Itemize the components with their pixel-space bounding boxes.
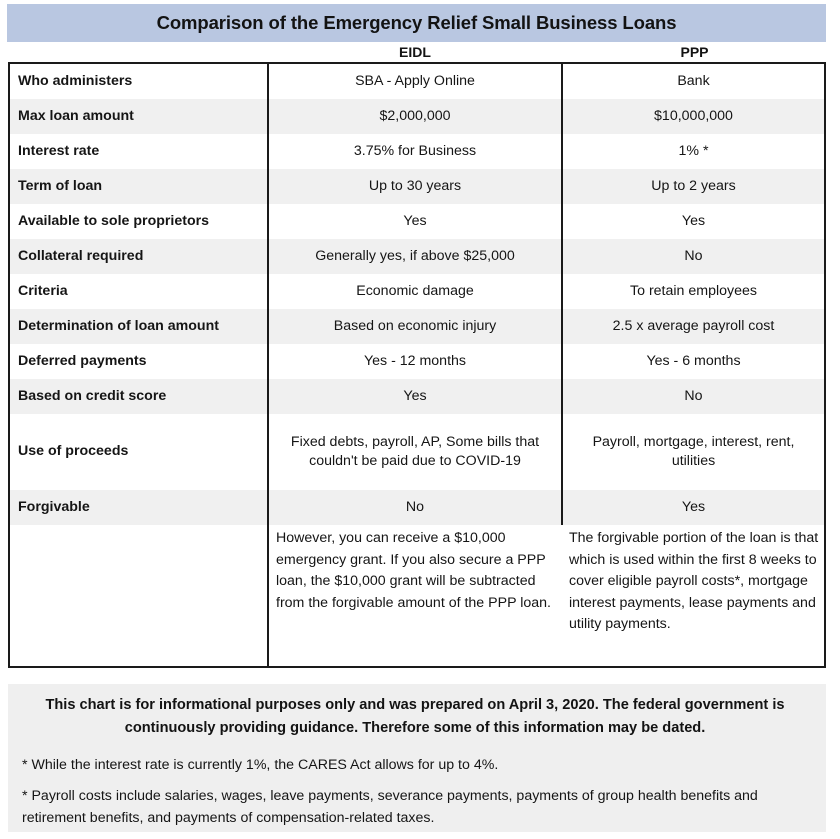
row-value-ppp: Yes bbox=[562, 490, 824, 525]
row-value-ppp: 2.5 x average payroll cost bbox=[562, 309, 824, 344]
row-label: Deferred payments bbox=[10, 344, 268, 379]
row-value-eidl: Yes bbox=[268, 204, 562, 239]
row-value-ppp: Payroll, mortgage, interest, rent, utilities bbox=[562, 414, 824, 490]
row-value-eidl: Generally yes, if above $25,000 bbox=[268, 239, 562, 274]
row-label: Determination of loan amount bbox=[10, 309, 268, 344]
comparison-table-wrapper bbox=[8, 62, 826, 668]
chart-title-banner bbox=[7, 4, 826, 42]
row-label: Interest rate bbox=[10, 134, 268, 169]
table-row bbox=[10, 239, 824, 274]
row-value-eidl: Yes bbox=[268, 379, 562, 414]
row-value-ppp: $10,000,000 bbox=[562, 99, 824, 134]
row-value-ppp: Up to 2 years bbox=[562, 169, 824, 204]
row-label: Max loan amount bbox=[10, 99, 268, 134]
row-label: Criteria bbox=[10, 274, 268, 309]
row-value-eidl: Based on economic injury bbox=[268, 309, 562, 344]
row-label: Available to sole proprietors bbox=[10, 204, 268, 239]
table-row bbox=[10, 379, 824, 414]
row-value-ppp: 1% * bbox=[562, 134, 824, 169]
table-row bbox=[10, 309, 824, 344]
row-label: Term of loan bbox=[10, 169, 268, 204]
row-label: Based on credit score bbox=[10, 379, 268, 414]
table-row bbox=[10, 99, 824, 134]
table-row-detail bbox=[10, 525, 824, 666]
row-value-eidl: No bbox=[268, 490, 562, 525]
page-title: Comparison of the Emergency Relief Small Business Loans bbox=[156, 11, 677, 33]
row-value-eidl: $2,000,000 bbox=[268, 99, 562, 134]
table-row bbox=[10, 169, 824, 204]
row-value-eidl: Fixed debts, payroll, AP, Some bills that couldn't be paid due to COVID-19 bbox=[268, 414, 562, 490]
row-detail-ppp: The forgivable portion of the loan is that which is used within the first 8 weeks to cover eligible payroll costs*, mortgage interest payments, lease payments and utility payments. bbox=[562, 525, 824, 666]
table-row bbox=[10, 64, 824, 99]
row-value-eidl: Yes - 12 months bbox=[268, 344, 562, 379]
row-label: Who administers bbox=[10, 64, 268, 99]
footer-disclaimer: This chart is for informational purposes only and was prepared on April 3, 2020. The federal government is continuously providing guidance. Therefore some of this information may be dated. bbox=[45, 697, 785, 737]
comparison-table bbox=[10, 64, 824, 666]
row-value-ppp: No bbox=[562, 239, 824, 274]
row-value-eidl: 3.75% for Business bbox=[268, 134, 562, 169]
row-value-ppp: Bank bbox=[562, 64, 824, 99]
row-label: Forgivable bbox=[10, 490, 268, 525]
row-label: Collateral required bbox=[10, 239, 268, 274]
table-row bbox=[10, 274, 824, 309]
table-row bbox=[10, 344, 824, 379]
column-header-eidl: EIDL bbox=[399, 44, 431, 60]
footer-note-payroll-costs: * Payroll costs include salaries, wages, leave payments, severance payments, payments of group health benefits and retirement benefits, and payments of compensation-related taxes. bbox=[22, 787, 758, 826]
table-row bbox=[10, 490, 824, 525]
table-row bbox=[10, 134, 824, 169]
table-row bbox=[10, 204, 824, 239]
row-value-ppp: To retain employees bbox=[562, 274, 824, 309]
row-detail-eidl: However, you can receive a $10,000 emergency grant. If you also secure a PPP loan, the $10,000 grant will be subtracted from the forgivable amount of the PPP loan. bbox=[268, 525, 562, 666]
column-header-ppp: PPP bbox=[680, 44, 709, 60]
row-value-eidl: Up to 30 years bbox=[268, 169, 562, 204]
footer-note-box bbox=[8, 684, 826, 832]
row-value-ppp: No bbox=[562, 379, 824, 414]
row-value-eidl: SBA - Apply Online bbox=[268, 64, 562, 99]
column-header-row bbox=[8, 42, 827, 62]
footer-note-interest-rate: * While the interest rate is currently 1%, the CARES Act allows for up to 4%. bbox=[22, 756, 499, 773]
row-value-eidl: Economic damage bbox=[268, 274, 562, 309]
column-header-label bbox=[8, 42, 268, 62]
row-label: Use of proceeds bbox=[10, 414, 268, 490]
row-value-ppp: Yes - 6 months bbox=[562, 344, 824, 379]
table-row bbox=[10, 414, 824, 490]
row-label bbox=[10, 525, 268, 666]
row-value-ppp: Yes bbox=[562, 204, 824, 239]
